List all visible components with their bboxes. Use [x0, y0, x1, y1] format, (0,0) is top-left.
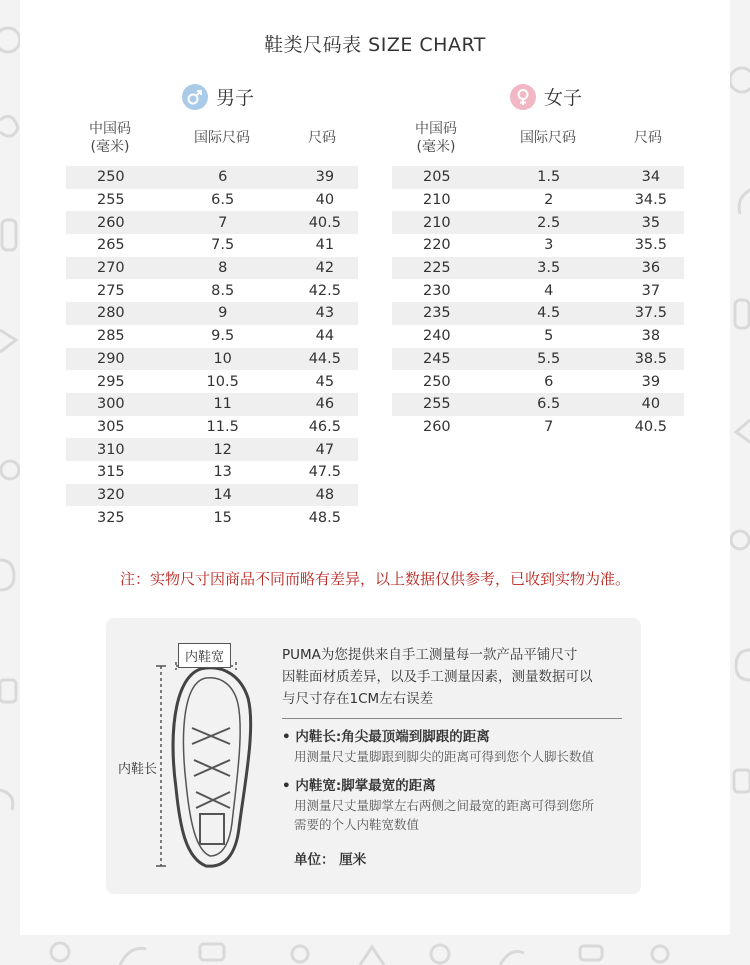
measurement-text: [282, 644, 632, 868]
cell-size: 40: [641, 396, 661, 413]
cell-cn-size: 300: [96, 396, 125, 413]
table-row: [392, 211, 684, 234]
table-row: [392, 302, 684, 325]
divider: [282, 718, 622, 719]
cell-size: 40: [315, 192, 335, 209]
cell-size: 37: [641, 282, 661, 299]
cell-cn-size: 265: [96, 237, 125, 254]
women-label: 女子: [544, 87, 583, 109]
cell-cn-size: 255: [422, 396, 451, 413]
table-row: [66, 438, 358, 461]
table-row: [392, 416, 684, 439]
cell-cn-size: 235: [422, 305, 451, 322]
table-row: [66, 348, 358, 371]
men-size-table: [66, 120, 358, 529]
measurement-info-box: [106, 618, 641, 894]
cell-intl-size: 7.5: [211, 237, 235, 254]
cell-cn-size: 295: [96, 373, 125, 390]
cell-cn-size: 270: [96, 260, 125, 277]
cell-intl-size: 8: [218, 260, 228, 277]
cell-size: 35: [641, 214, 661, 231]
header-intl-size: 国际尺码: [520, 130, 576, 146]
width-title: • 内鞋宽:脚掌最宽的距离: [282, 778, 436, 794]
table-row: [392, 325, 684, 348]
cell-intl-size: 9.5: [211, 328, 235, 345]
cell-size: 37.5: [634, 305, 667, 322]
table-row: [66, 416, 358, 439]
cell-size: 39: [315, 169, 335, 186]
male-icon: [182, 84, 208, 110]
cell-size: 39: [641, 373, 661, 390]
cell-size: 44: [315, 328, 335, 345]
cell-size: 40.5: [634, 418, 667, 435]
cell-intl-size: 6.5: [537, 396, 561, 413]
inner-width-label: 内鞋宽: [178, 643, 231, 668]
cell-size: 48.5: [308, 509, 341, 526]
cell-size: 47: [315, 441, 335, 458]
cell-intl-size: 4: [544, 282, 554, 299]
cell-intl-size: 6.5: [211, 192, 235, 209]
header-cn-size: [400, 120, 472, 156]
cell-cn-size: 205: [422, 169, 451, 186]
cell-cn-size: 210: [422, 192, 451, 209]
header-size: 尺码: [634, 130, 662, 146]
cell-size: 38: [641, 328, 661, 345]
table-row: [66, 325, 358, 348]
cell-cn-size: 245: [422, 350, 451, 367]
header-cn-label: 中国码: [89, 121, 131, 137]
table-row: [66, 484, 358, 507]
cell-intl-size: 8.5: [211, 282, 235, 299]
men-header: [182, 83, 254, 110]
table-row: [392, 279, 684, 302]
cell-intl-size: 11: [213, 396, 232, 413]
cell-intl-size: 5: [544, 328, 554, 345]
cell-intl-size: 4.5: [537, 305, 561, 322]
table-row: [66, 279, 358, 302]
cell-cn-size: 325: [96, 509, 125, 526]
cell-size: 41: [315, 237, 335, 254]
cell-size: 35.5: [634, 237, 667, 254]
cell-intl-size: 14: [213, 486, 232, 503]
cell-size: 44.5: [308, 350, 341, 367]
length-title: • 内鞋长:角尖最顶端到脚跟的距离: [282, 729, 490, 745]
header-cn-unit: (毫米): [416, 139, 456, 155]
cell-intl-size: 11.5: [206, 418, 239, 435]
table-row: [66, 234, 358, 257]
cell-cn-size: 220: [422, 237, 451, 254]
cell-cn-size: 210: [422, 214, 451, 231]
cell-size: 38.5: [634, 350, 667, 367]
women-table-header: [392, 120, 684, 166]
cell-intl-size: 6: [544, 373, 554, 390]
cell-cn-size: 260: [422, 418, 451, 435]
cell-size: 34.5: [634, 192, 667, 209]
women-header: [510, 83, 582, 110]
female-icon: [510, 84, 536, 110]
cell-intl-size: 15: [213, 509, 232, 526]
cell-size: 42.5: [308, 282, 341, 299]
intro-line-1: PUMA为您提供来自手工测量每一款产品平铺尺寸: [282, 647, 578, 663]
page-title: 鞋类尺码表 SIZE CHART: [264, 34, 486, 56]
cell-intl-size: 7: [218, 214, 228, 231]
table-row: [66, 211, 358, 234]
cell-size: 36: [641, 260, 661, 277]
cell-intl-size: 9: [218, 305, 228, 322]
cell-size: 34: [641, 169, 661, 186]
cell-intl-size: 13: [213, 464, 232, 481]
cell-size: 45: [315, 373, 335, 390]
cell-intl-size: 3: [544, 237, 554, 254]
table-row: [392, 189, 684, 212]
header-cn-label: 中国码: [415, 121, 457, 137]
length-desc: 用测量尺丈量脚跟到脚尖的距离可得到您个人脚长数值: [294, 749, 595, 764]
table-row: [66, 506, 358, 529]
cell-intl-size: 10: [213, 350, 232, 367]
cell-size: 46: [315, 396, 335, 413]
cell-intl-size: 1.5: [537, 169, 561, 186]
table-row: [66, 393, 358, 416]
cell-cn-size: 255: [96, 192, 125, 209]
table-row: [66, 370, 358, 393]
cell-size: 43: [315, 305, 335, 322]
unit-label: 单位： 厘米: [294, 852, 367, 868]
width-desc-2: 需要的个人内鞋宽数值: [294, 817, 420, 832]
cell-intl-size: 6: [218, 169, 228, 186]
cell-intl-size: 2: [544, 192, 554, 209]
women-table-body: [392, 166, 684, 438]
cell-cn-size: 280: [96, 305, 125, 322]
intro-line-2: 因鞋面材质差异，以及手工测量因素，测量数据可以: [282, 669, 593, 685]
cell-size: 40.5: [308, 214, 341, 231]
cell-size: 42: [315, 260, 335, 277]
cell-cn-size: 225: [422, 260, 451, 277]
table-row: [66, 189, 358, 212]
cell-cn-size: 230: [422, 282, 451, 299]
cell-size: 47.5: [308, 464, 341, 481]
cell-size: 46.5: [308, 418, 341, 435]
inner-length-label: 内鞋长: [118, 762, 158, 777]
men-table-body: [66, 166, 358, 529]
cell-intl-size: 10.5: [206, 373, 239, 390]
cell-cn-size: 310: [96, 441, 125, 458]
men-table-header: [66, 120, 358, 166]
men-label: 男子: [216, 87, 255, 109]
cell-intl-size: 5.5: [537, 350, 561, 367]
table-row: [66, 302, 358, 325]
cell-cn-size: 240: [422, 328, 451, 345]
cell-cn-size: 260: [96, 214, 125, 231]
header-cn-unit: (毫米): [90, 139, 130, 155]
cell-cn-size: 250: [422, 373, 451, 390]
cell-intl-size: 2.5: [537, 214, 561, 231]
intro-line-3: 与尺寸存在1CM左右误差: [282, 691, 434, 707]
cell-cn-size: 250: [96, 169, 125, 186]
width-desc-1: 用测量尺丈量脚掌左右两侧之间最宽的距离可得到您所: [294, 798, 595, 813]
cell-cn-size: 320: [96, 486, 125, 503]
cell-cn-size: 305: [96, 418, 125, 435]
cell-cn-size: 285: [96, 328, 125, 345]
header-intl-size: 国际尺码: [194, 130, 250, 146]
disclaimer-note: 注：实物尺寸因商品不同而略有差异，以上数据仅供参考，已收到实物为准。: [119, 570, 630, 588]
table-row: [392, 166, 684, 189]
table-row: [392, 393, 684, 416]
cell-cn-size: 275: [96, 282, 125, 299]
women-size-table: [392, 120, 684, 438]
cell-cn-size: 315: [96, 464, 125, 481]
cell-intl-size: 3.5: [537, 260, 561, 277]
table-row: [392, 348, 684, 371]
cell-size: 48: [315, 486, 335, 503]
table-row: [392, 370, 684, 393]
cell-intl-size: 7: [544, 418, 554, 435]
table-row: [66, 257, 358, 280]
table-row: [66, 461, 358, 484]
table-row: [66, 166, 358, 189]
header-cn-size: [74, 120, 146, 156]
table-row: [392, 257, 684, 280]
cell-intl-size: 12: [213, 441, 232, 458]
table-row: [392, 234, 684, 257]
cell-cn-size: 290: [96, 350, 125, 367]
header-size: 尺码: [308, 130, 336, 146]
